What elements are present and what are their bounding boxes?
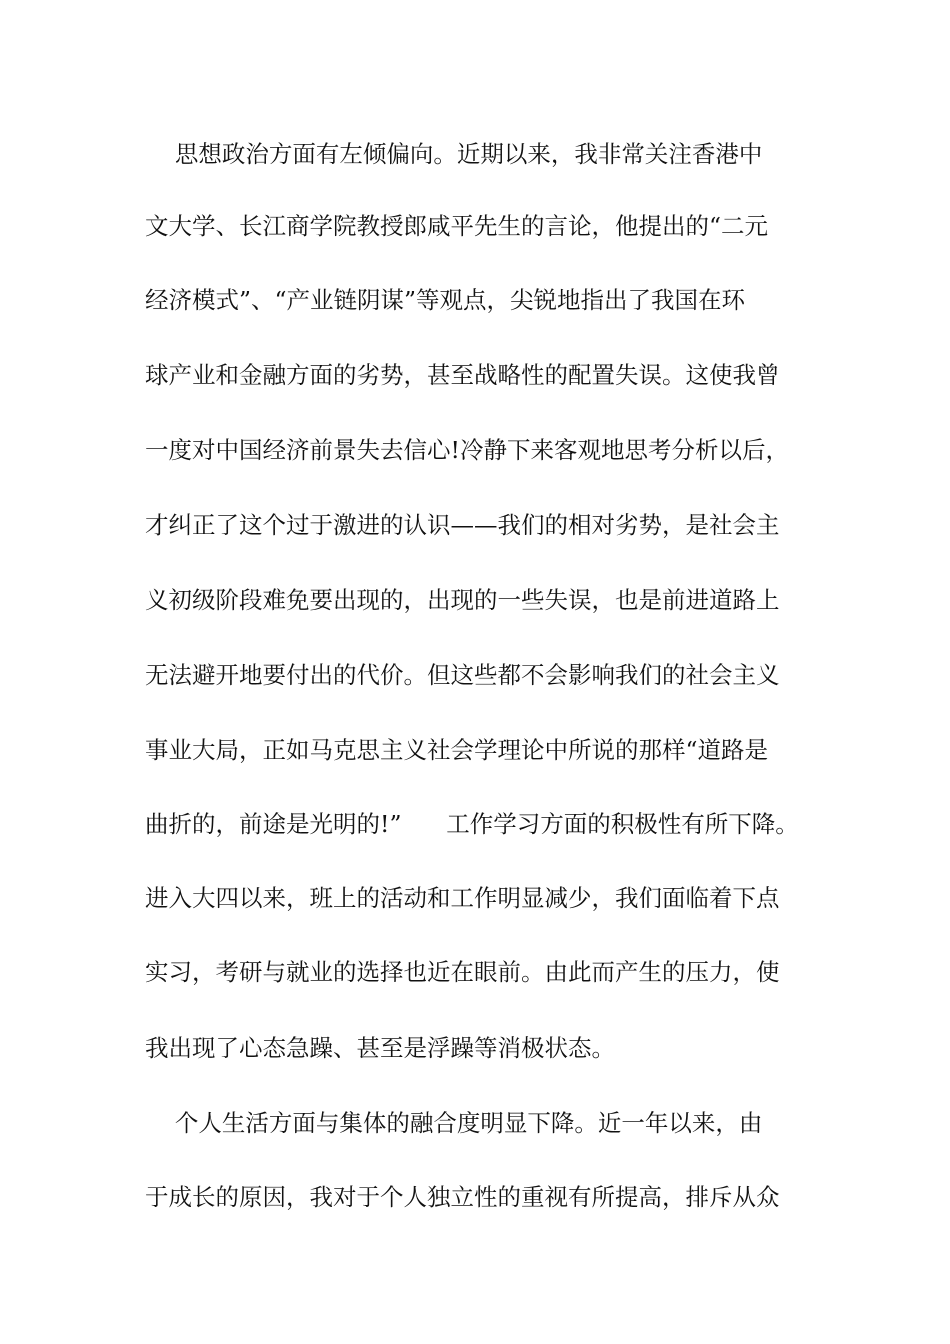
text-line: 球产业和金融方面的劣势，甚至战略性的配置失误。这使我曾 bbox=[145, 361, 780, 389]
text-line: 思想政治方面有左倾偏向。近期以来，我非常关注香港中 bbox=[145, 140, 763, 168]
text-line: 义初级阶段难免要出现的，出现的一些失误，也是前进道路上 bbox=[145, 586, 780, 614]
text-line: 实习，考研与就业的选择也近在眼前。由此而产生的压力，使 bbox=[145, 958, 780, 986]
text-line: 一度对中国经济前景失去信心!冷静下来客观地思考分析以后， bbox=[145, 436, 789, 464]
text-line: 事业大局，正如马克思主义社会学理论中所说的那样“道路是 bbox=[145, 736, 769, 764]
text-line: 曲折的，前途是光明的!” 工作学习方面的积极性有所下降。 bbox=[145, 810, 799, 838]
text-line: 于成长的原因，我对于个人独立性的重视有所提高，排斥从众 bbox=[145, 1183, 780, 1211]
text-line: 才纠正了这个过于激进的认识——我们的相对劣势，是社会主 bbox=[145, 511, 780, 539]
text-line: 我出现了心态急躁、甚至是浮躁等消极状态。 bbox=[145, 1034, 615, 1062]
text-line: 个人生活方面与集体的融合度明显下降。近一年以来，由 bbox=[145, 1109, 763, 1137]
text-line: 文大学、长江商学院教授郎咸平先生的言论，他提出的“二元 bbox=[145, 212, 769, 240]
text-line: 进入大四以来，班上的活动和工作明显减少，我们面临着下点 bbox=[145, 884, 780, 912]
text-line: 无法避开地要付出的代价。但这些都不会影响我们的社会主义 bbox=[145, 661, 780, 689]
text-line: 经济模式”、“产业链阴谋”等观点，尖锐地指出了我国在环 bbox=[145, 286, 746, 314]
